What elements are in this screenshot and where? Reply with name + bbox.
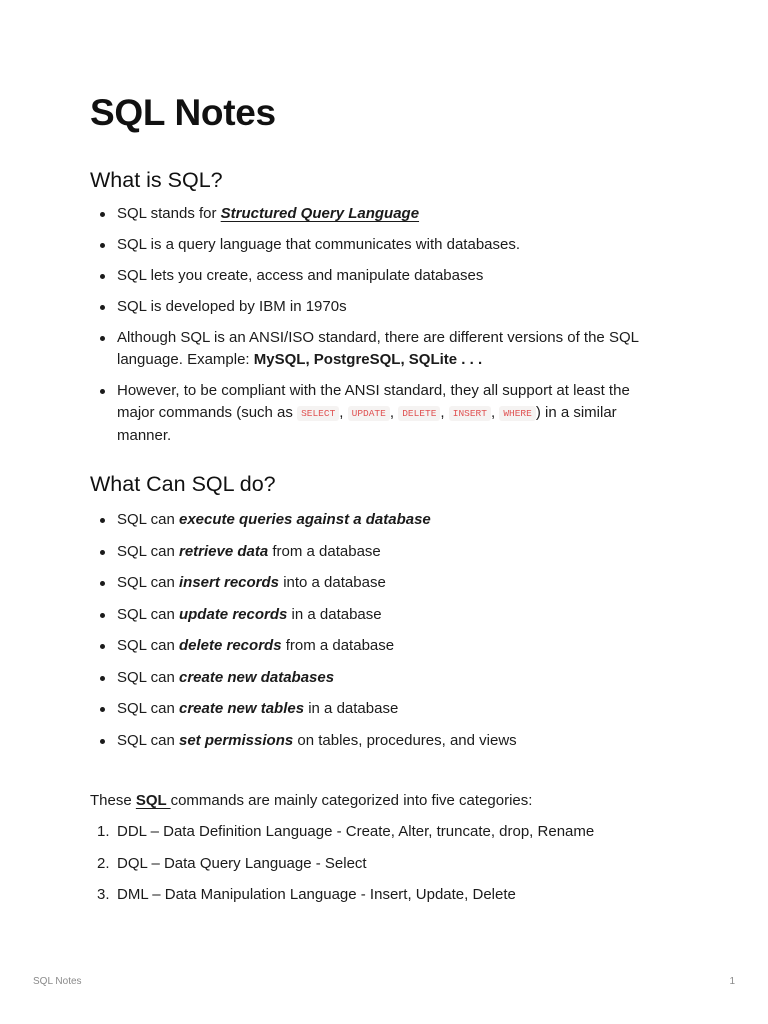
list-item: SQL can delete records from a database (90, 635, 670, 657)
emphasis-text: update records (178, 605, 288, 623)
code-select: SELECT (297, 406, 339, 421)
list-item: SQL can update records in a database (90, 604, 670, 626)
code-insert: INSERT (449, 406, 491, 421)
emphasis-text: create new tables (178, 700, 305, 717)
emphasis-text: execute queries against a database (178, 511, 431, 528)
list-item: SQL can create new databases (90, 667, 670, 689)
footer-title: SQL Notes (33, 976, 82, 987)
emphasis-text: create new databases (178, 668, 335, 686)
categories-intro: These SQL commands are mainly categorized into five categories: (90, 792, 533, 809)
list-item: Although SQL is an ANSI/ISO standard, there are different versions of the SQL language. Example: MySQL, PostgreSQL, SQLite . . . (90, 327, 670, 371)
list-item: SQL stands for Structured Query Language (90, 203, 670, 225)
emphasis-text: set permissions (178, 731, 294, 749)
list-item: SQL can execute queries against a database (90, 509, 670, 531)
sql-link[interactable]: SQL (135, 792, 171, 809)
code-update: UPDATE (348, 406, 390, 421)
section-heading-what-is-sql: What is SQL? (90, 168, 223, 192)
list-item: SQL can set permissions on tables, procedures, and views (90, 730, 670, 752)
emphasis-text: insert records (178, 574, 280, 591)
list-item: SQL can retrieve data from a database (90, 541, 670, 563)
list-item: SQL can insert records into a database (90, 572, 670, 594)
page-number: 1 (729, 976, 735, 987)
list-item: 1. DDL – Data Definition Language - Create, Alter, truncate, drop, Rename (97, 823, 595, 840)
page-title: SQL Notes (90, 92, 276, 133)
what-is-sql-list (90, 203, 670, 447)
list-item: SQL can create new tables in a database (90, 698, 670, 720)
list-item: SQL is a query language that communicates with databases. (90, 234, 670, 256)
list-item: SQL lets you create, access and manipulate databases (90, 265, 670, 287)
code-where: WHERE (499, 406, 536, 421)
categories-list (90, 821, 670, 906)
list-item: 2. DQL – Data Query Language - Select (97, 854, 367, 872)
emphasis-text: Structured Query Language (220, 205, 420, 222)
emphasis-text: retrieve data (178, 542, 269, 560)
code-delete: DELETE (398, 406, 440, 421)
list-item: However, to be compliant with the ANSI standard, they all support at least the major commands (such as SELECT , UPDATE , DELETE , INSERT , WHERE ) in a similar manner. (90, 380, 670, 447)
emphasis-text: delete records (178, 637, 282, 654)
list-item: 3. DML – Data Manipulation Language - Insert, Update, Delete (97, 886, 516, 903)
bold-text: MySQL, PostgreSQL, SQLite . . . (253, 351, 483, 368)
list-item: SQL is developed by IBM in 1970s (90, 296, 670, 318)
what-can-sql-do-list (90, 509, 670, 752)
section-heading-what-can-sql-do: What Can SQL do? (90, 472, 276, 496)
